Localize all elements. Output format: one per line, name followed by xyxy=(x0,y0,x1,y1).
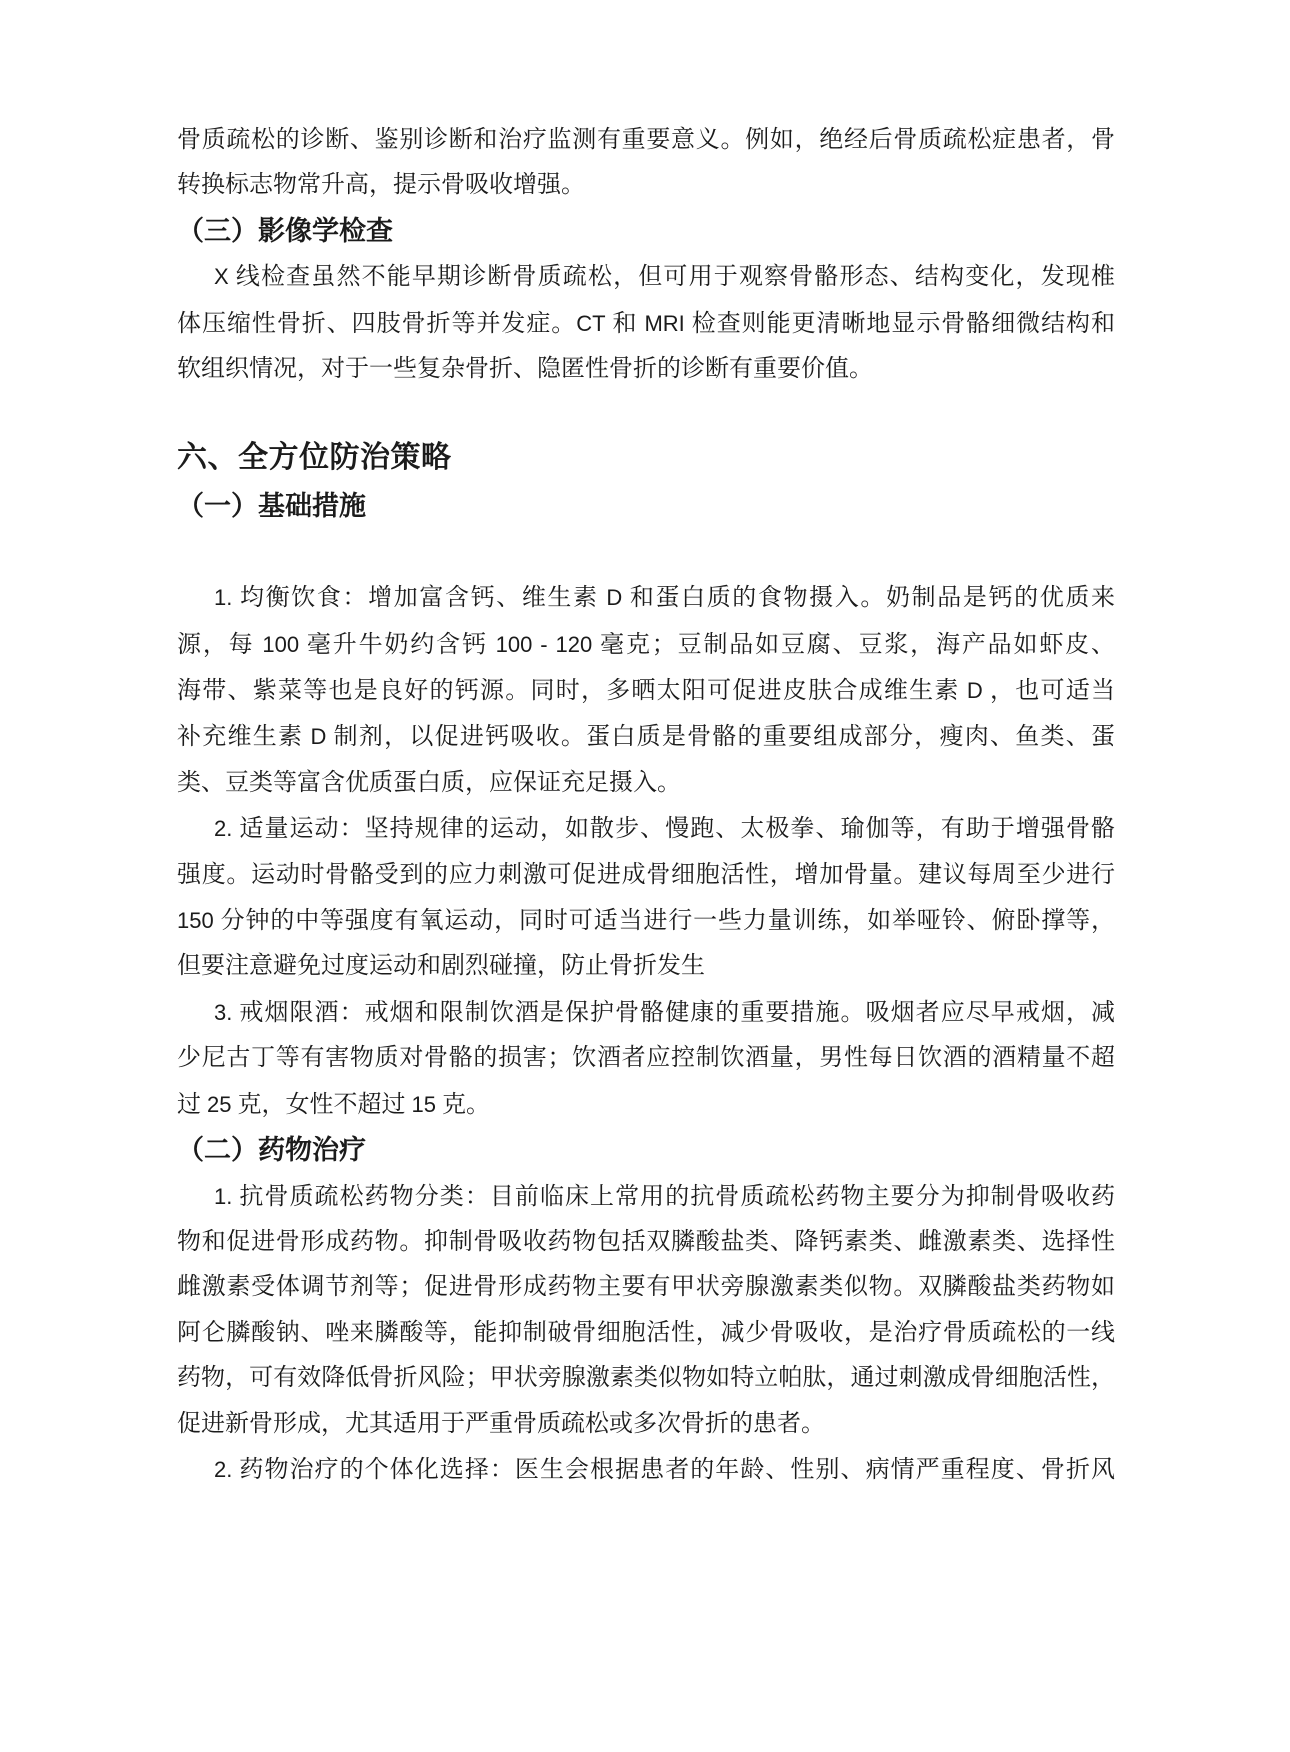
latin-text: 1. xyxy=(214,1183,233,1209)
latin-text: X xyxy=(214,264,229,290)
text-line: 促进新骨形成，尤其适用于严重骨质疏松或多次骨折的患者。 xyxy=(177,1410,825,1437)
section-heading: 六、全方位防治策略 xyxy=(177,441,452,475)
text-line: 1. 抗骨质疏松药物分类：目前临床上常用的抗骨质疏松药物主要分为抑制骨吸收药 xyxy=(214,1183,1115,1210)
paragraph xyxy=(177,1447,1115,1493)
paragraph xyxy=(177,990,1115,1128)
latin-text: D xyxy=(606,585,623,611)
latin-text: D xyxy=(966,678,983,704)
subsection-heading: （一）基础措施 xyxy=(177,491,366,522)
latin-text: 2. xyxy=(214,1456,233,1482)
latin-text: CT xyxy=(576,310,606,336)
subsection-heading: （三）影像学检查 xyxy=(177,215,393,246)
paragraph xyxy=(177,254,1115,392)
text-line: 少尼古丁等有害物质对骨骼的损害；饮酒者应控制饮酒量，男性每日饮酒的酒精量不超 xyxy=(177,1045,1115,1072)
text-line: 类、豆类等富含优质蛋白质，应保证充足摄入。 xyxy=(177,769,681,796)
paragraph xyxy=(177,575,1115,806)
text-line: 体压缩性骨折、四肢骨折等并发症。CT 和 MRI 检查则能更清晰地显示骨骼细微结构和 xyxy=(177,310,1116,337)
text-line: 骨质疏松的诊断、鉴别诊断和治疗监测有重要意义。例如，绝经后骨质疏松症患者，骨 xyxy=(177,127,1115,153)
text-line: 强度。运动时骨骼受到的应力刺激可促进成骨细胞活性，增加骨量。建议每周至少进行 xyxy=(177,861,1115,888)
text-line: 海带、紫菜等也是良好的钙源。同时，多晒太阳可促进皮肤合成维生素 D ，也可适当 xyxy=(177,678,1116,705)
text-line: 但要注意避免过度运动和剧烈碰撞，防止骨折发生 xyxy=(177,953,705,980)
paragraph xyxy=(177,806,1115,990)
blank-line xyxy=(177,530,1115,575)
latin-text: 1. xyxy=(214,585,233,611)
latin-text: 3. xyxy=(214,999,233,1025)
text-line: 2. 药物治疗的个体化选择：医生会根据患者的年龄、性别、病情严重程度、骨折风 xyxy=(214,1456,1115,1483)
text-line: 阿仑膦酸钠、唑来膦酸等，能抑制破骨细胞活性，减少骨吸收，是治疗骨质疏松的一线 xyxy=(177,1319,1115,1346)
text-line: 物和促进骨形成药物。抑制骨吸收药物包括双膦酸盐类、降钙素类、雌激素类、选择性 xyxy=(177,1228,1115,1255)
text-line: 150 分钟的中等强度有氧运动，同时可适当进行一些力量训练，如举哑铃、俯卧撑等， xyxy=(177,908,1115,935)
text-line: 1. 均衡饮食：增加富含钙、维生素 D 和蛋白质的食物摄入。奶制品是钙的优质来 xyxy=(214,585,1116,612)
paragraph xyxy=(177,118,1115,209)
text-line: 雌激素受体调节剂等；促进骨形成药物主要有甲状旁腺激素类似物。双膦酸盐类药物如 xyxy=(177,1274,1115,1301)
text-line: 药物，可有效降低骨折风险；甲状旁腺激素类似物如特立帕肽，通过刺激成骨细胞活性， xyxy=(177,1365,1115,1392)
subsection-heading: （二）药物治疗 xyxy=(177,1135,366,1166)
text-line: 转换标志物常升高，提示骨吸收增强。 xyxy=(177,172,585,199)
text-line: X 线检查虽然不能早期诊断骨质疏松，但可用于观察骨骼形态、结构变化，发现椎 xyxy=(214,264,1115,291)
latin-text: 25 xyxy=(207,1091,232,1117)
latin-text: D xyxy=(310,724,327,750)
latin-text: 2. xyxy=(214,816,233,842)
latin-text: 100 xyxy=(262,631,300,657)
latin-text: 150 xyxy=(177,908,214,934)
text-line: 补充维生素 D 制剂，以促进钙吸收。蛋白质是骨骼的重要组成部分，瘦肉、鱼类、蛋 xyxy=(177,724,1116,751)
text-line: 3. 戒烟限酒：戒烟和限制饮酒是保护骨骼健康的重要措施。吸烟者应尽早戒烟，减 xyxy=(214,999,1115,1026)
document-content xyxy=(177,118,1115,1493)
latin-text: 100 - 120 xyxy=(495,631,593,657)
latin-text: 15 xyxy=(411,1091,436,1117)
text-line: 软组织情况，对于一些复杂骨折、隐匿性骨折的诊断有重要价值。 xyxy=(177,356,873,383)
text-line: 2. 适量运动：坚持规律的运动，如散步、慢跑、太极拳、瑜伽等，有助于增强骨骼 xyxy=(214,816,1115,843)
text-line: 源，每 100 毫升牛奶约含钙 100 - 120 毫克；豆制品如豆腐、豆浆，海产品如虾皮、 xyxy=(177,631,1116,658)
text-line: 过 25 克，女性不超过 15 克。 xyxy=(177,1091,490,1118)
latin-text: MRI xyxy=(644,310,685,336)
paragraph xyxy=(177,1174,1115,1447)
